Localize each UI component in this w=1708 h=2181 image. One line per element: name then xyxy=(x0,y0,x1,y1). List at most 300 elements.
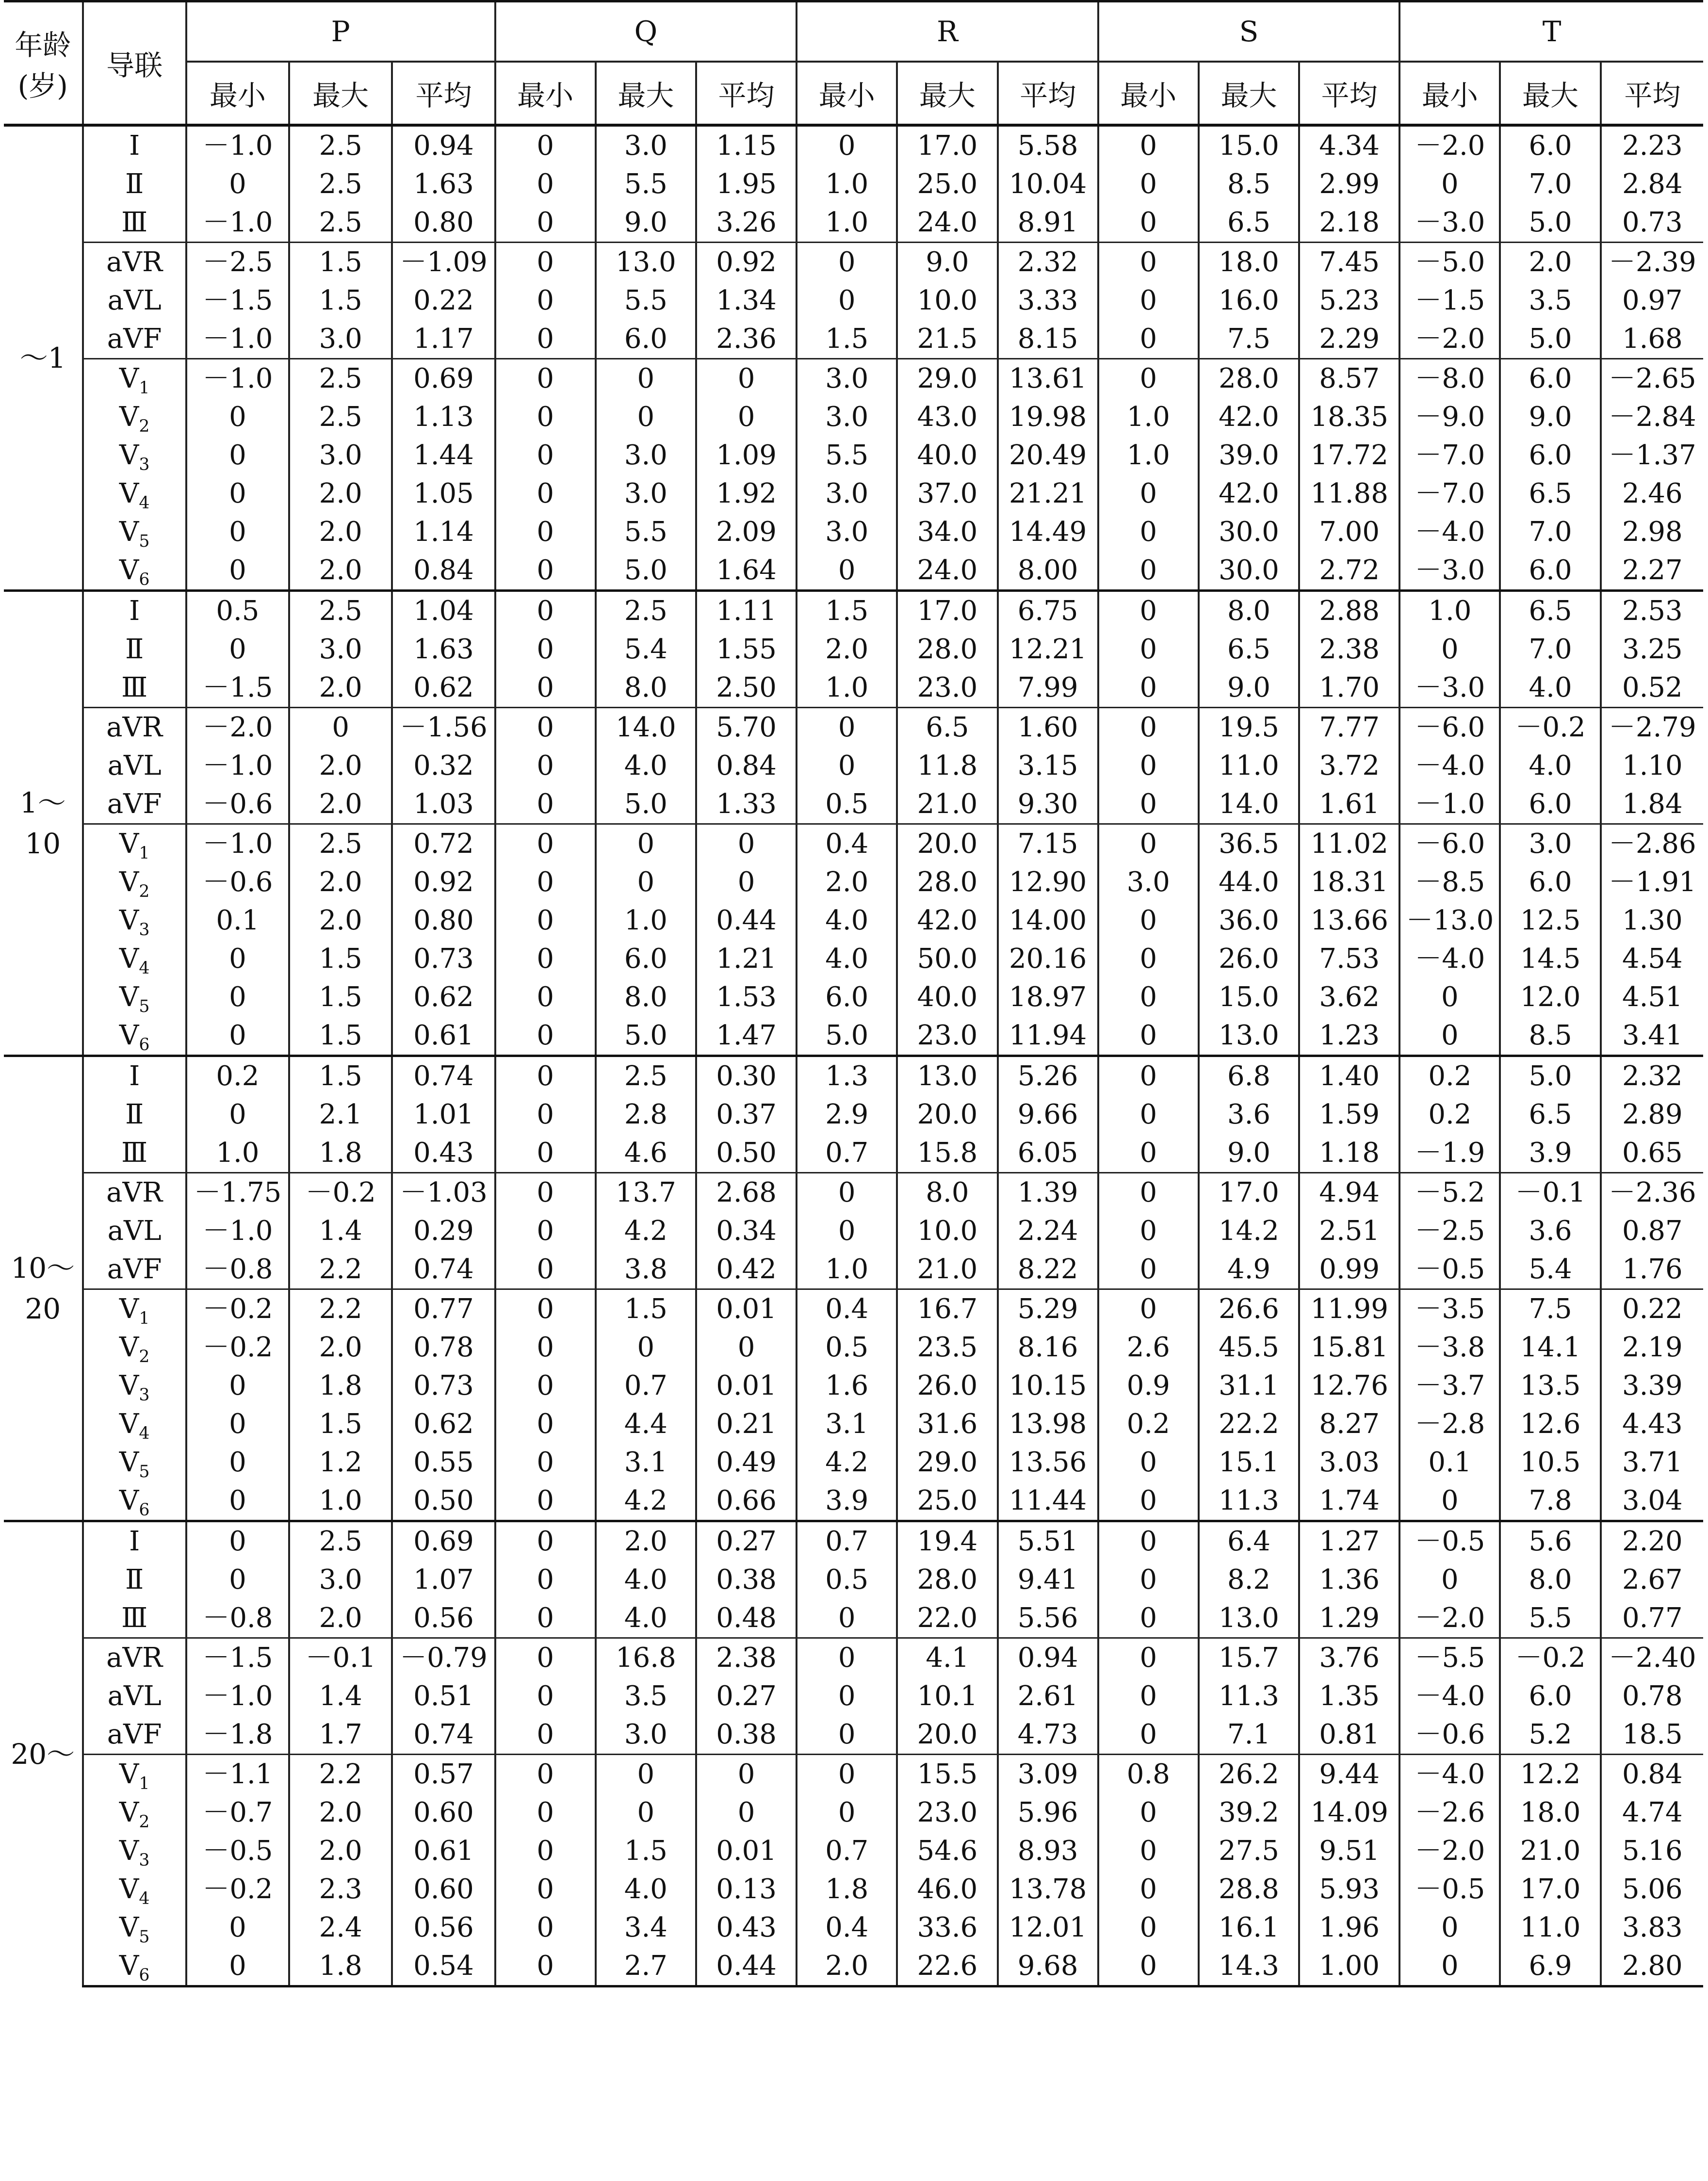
value-t-min: －2.0 xyxy=(1399,320,1500,359)
value-p-max: 2.5 xyxy=(289,203,392,243)
value-q-min: 0 xyxy=(495,1677,596,1715)
value-r-max: 33.6 xyxy=(897,1908,997,1947)
value-s-max: 8.5 xyxy=(1199,165,1299,203)
value-p-min: 0 xyxy=(186,1947,289,1986)
value-t-min: －2.6 xyxy=(1399,1793,1500,1832)
lead-subscript: 2 xyxy=(139,882,150,901)
value-s-max: 39.0 xyxy=(1199,436,1299,474)
value-p-min: －1.0 xyxy=(186,203,289,243)
value-p-mean: 0.69 xyxy=(392,359,495,398)
value-s-min: 0 xyxy=(1098,513,1199,551)
value-p-max: 2.0 xyxy=(289,901,392,940)
value-s-max: 9.0 xyxy=(1199,1134,1299,1173)
table-row xyxy=(4,1715,1703,1755)
value-r-max: 20.0 xyxy=(897,1715,997,1755)
value-t-mean: 2.23 xyxy=(1601,125,1703,165)
lead-name: aVF xyxy=(107,323,162,355)
value-s-mean: 0.81 xyxy=(1299,1715,1399,1755)
value-t-max: 5.5 xyxy=(1500,1599,1600,1638)
value-q-max: 2.0 xyxy=(596,1521,696,1561)
age-header-line2: (岁) xyxy=(17,69,68,102)
value-q-mean: 0.27 xyxy=(696,1521,797,1561)
value-t-max: 12.2 xyxy=(1500,1755,1600,1794)
value-r-mean: 10.15 xyxy=(998,1367,1098,1405)
value-r-mean: 9.68 xyxy=(998,1947,1098,1986)
value-r-max: 10.0 xyxy=(897,1212,997,1250)
value-q-max: 5.0 xyxy=(596,1016,696,1056)
value-s-min: 0 xyxy=(1098,1212,1199,1250)
value-q-max: 13.0 xyxy=(596,243,696,282)
subheader-p-min: 最小 xyxy=(186,62,289,125)
value-p-max: 2.5 xyxy=(289,591,392,631)
value-p-mean: 0.61 xyxy=(392,1016,495,1056)
value-t-min: －3.7 xyxy=(1399,1367,1500,1405)
value-r-min: 0 xyxy=(797,243,897,282)
lead-cell xyxy=(83,747,186,785)
value-r-mean: 13.61 xyxy=(998,359,1098,398)
value-t-mean: 3.41 xyxy=(1622,1020,1683,1051)
age-group-cell xyxy=(4,125,83,591)
value-r-max: 21.5 xyxy=(897,320,997,359)
value-q-mean: 0.66 xyxy=(696,1481,797,1521)
subheader-p-max: 最大 xyxy=(289,62,392,125)
value-r-min: 1.0 xyxy=(797,1250,897,1289)
value-t-mean: 0.97 xyxy=(1622,285,1683,316)
table-row xyxy=(4,1173,1703,1212)
value-p-min: 0 xyxy=(186,474,289,513)
value-p-max: 2.0 xyxy=(289,1328,392,1367)
lead-cell xyxy=(83,1173,186,1212)
value-s-mean: 1.70 xyxy=(1299,668,1399,708)
value-t-min: －0.6 xyxy=(1399,1715,1500,1755)
table-row xyxy=(4,1481,1703,1521)
lead-cell xyxy=(83,1289,186,1329)
value-t-max: 6.0 xyxy=(1500,359,1600,398)
table-row xyxy=(4,243,1703,282)
value-s-min: 2.6 xyxy=(1098,1328,1199,1367)
lead-name: aVL xyxy=(107,285,162,316)
value-s-mean: 12.76 xyxy=(1299,1367,1399,1405)
value-t-mean: 2.27 xyxy=(1622,554,1683,586)
value-p-mean: 0.54 xyxy=(392,1947,495,1986)
value-q-min: 0 xyxy=(495,1481,596,1521)
value-s-min: 0 xyxy=(1098,203,1199,243)
value-r-mean: 9.66 xyxy=(998,1095,1098,1134)
value-q-max: 0 xyxy=(596,1755,696,1794)
value-r-mean: 19.98 xyxy=(998,398,1098,436)
value-p-mean: 0.56 xyxy=(392,1908,495,1947)
value-q-min: 0 xyxy=(495,1212,596,1250)
value-q-max: 13.7 xyxy=(596,1173,696,1212)
value-s-min: 0 xyxy=(1098,630,1199,668)
value-p-min: －1.0 xyxy=(186,747,289,785)
value-s-min: 1.0 xyxy=(1098,398,1199,436)
value-r-min: 0.4 xyxy=(797,1289,897,1329)
lead-name: aVL xyxy=(107,750,162,781)
value-t-max: 6.0 xyxy=(1500,436,1600,474)
value-t-min: －7.0 xyxy=(1399,474,1500,513)
value-q-min: 0 xyxy=(495,940,596,978)
value-p-mean: 1.03 xyxy=(392,785,495,824)
value-p-min: 0 xyxy=(186,1521,289,1561)
subheader-t-min: 最小 xyxy=(1399,62,1500,125)
lead-cell xyxy=(83,1793,186,1832)
value-q-max: 5.4 xyxy=(596,630,696,668)
value-t-max: －0.1 xyxy=(1500,1173,1600,1212)
value-r-min: 3.0 xyxy=(797,474,897,513)
value-q-mean: 0.30 xyxy=(696,1056,797,1096)
lead-cell xyxy=(83,863,186,901)
value-t-min: －3.0 xyxy=(1399,551,1500,591)
value-p-max: 2.2 xyxy=(289,1250,392,1289)
value-s-min: 0 xyxy=(1098,551,1199,591)
value-p-max: 2.5 xyxy=(289,165,392,203)
value-t-mean: 0.84 xyxy=(1601,1755,1703,1794)
value-r-min: 1.5 xyxy=(797,320,897,359)
value-r-mean: 14.00 xyxy=(998,901,1098,940)
wave-header-r: R xyxy=(797,1,1098,62)
value-q-max: 3.4 xyxy=(596,1908,696,1947)
value-p-min: －1.1 xyxy=(186,1755,289,1794)
value-t-max: 3.0 xyxy=(1500,824,1600,863)
value-t-mean: 0.22 xyxy=(1601,1289,1703,1329)
value-t-mean: －2.86 xyxy=(1601,824,1703,863)
value-s-max: 4.9 xyxy=(1199,1250,1299,1289)
value-s-min: 0 xyxy=(1098,1443,1199,1481)
lead-name: Ⅲ xyxy=(121,672,148,703)
value-r-min: 0.5 xyxy=(797,785,897,824)
value-s-mean: 2.18 xyxy=(1299,203,1399,243)
value-r-max: 23.5 xyxy=(897,1328,997,1367)
value-p-mean: 0.74 xyxy=(392,1056,495,1096)
value-t-min: －4.0 xyxy=(1399,940,1500,978)
value-p-mean: 0.92 xyxy=(392,863,495,901)
value-r-max: 50.0 xyxy=(897,940,997,978)
value-q-max: 9.0 xyxy=(596,203,696,243)
value-r-min: 6.0 xyxy=(797,978,897,1016)
lead-cell xyxy=(83,1832,186,1870)
value-q-max: 5.5 xyxy=(596,281,696,320)
value-s-max: 42.0 xyxy=(1199,474,1299,513)
value-s-max: 7.5 xyxy=(1199,320,1299,359)
value-q-min: 0 xyxy=(495,1367,596,1405)
value-r-mean: 5.29 xyxy=(998,1289,1098,1329)
value-s-max: 15.7 xyxy=(1199,1638,1299,1677)
table-row xyxy=(4,1134,1703,1173)
subheader-r-max: 最大 xyxy=(897,62,997,125)
lead-subscript: 5 xyxy=(139,997,150,1016)
value-t-mean: －2.79 xyxy=(1601,708,1703,747)
value-q-mean: 1.95 xyxy=(696,165,797,203)
lead-name: aVR xyxy=(106,246,163,278)
value-p-min: 0 xyxy=(186,1908,289,1947)
value-q-min: 0 xyxy=(495,1947,596,1986)
value-r-mean: 8.00 xyxy=(998,551,1098,591)
value-s-min: 0 xyxy=(1098,1016,1199,1056)
value-p-min: 0 xyxy=(186,1481,289,1521)
value-t-min: －2.5 xyxy=(1399,1212,1500,1250)
value-q-min: 0 xyxy=(495,203,596,243)
table-header xyxy=(4,1,1703,126)
value-s-min: 0.9 xyxy=(1098,1367,1199,1405)
value-r-mean: 20.16 xyxy=(998,940,1098,978)
wave-header-s: S xyxy=(1098,1,1400,62)
value-t-min: －0.5 xyxy=(1399,1250,1500,1289)
value-t-mean: 2.89 xyxy=(1622,1099,1683,1130)
age-group-label-line2: 10 xyxy=(25,827,61,860)
value-t-min: －4.0 xyxy=(1399,513,1500,551)
value-t-min: －4.0 xyxy=(1399,1677,1500,1715)
value-t-min: －3.0 xyxy=(1399,203,1500,243)
lead-cell xyxy=(83,513,186,551)
value-t-mean: 4.43 xyxy=(1622,1408,1683,1440)
value-s-min: 0 xyxy=(1098,359,1199,398)
value-s-max: 11.0 xyxy=(1199,747,1299,785)
value-p-min: 0 xyxy=(186,436,289,474)
value-s-min: 0 xyxy=(1098,281,1199,320)
value-r-mean: 4.73 xyxy=(998,1715,1098,1755)
lead-cell xyxy=(83,1755,186,1794)
value-r-max: 23.0 xyxy=(897,1793,997,1832)
lead-cell xyxy=(83,551,186,591)
value-p-min: －1.0 xyxy=(186,320,289,359)
value-q-max: 5.5 xyxy=(596,513,696,551)
value-p-min: 0 xyxy=(186,940,289,978)
value-q-mean: 0.01 xyxy=(696,1289,797,1329)
value-s-mean: 2.99 xyxy=(1299,165,1399,203)
value-p-max: 2.0 xyxy=(289,1832,392,1870)
value-r-mean: 5.58 xyxy=(998,125,1098,165)
table-row xyxy=(4,1095,1703,1134)
lead-name: V xyxy=(119,943,139,975)
value-q-min: 0 xyxy=(495,1638,596,1677)
table-row xyxy=(4,125,1703,165)
lead-name: V xyxy=(119,1873,139,1905)
value-r-max: 10.0 xyxy=(897,281,997,320)
value-t-max: 6.0 xyxy=(1500,551,1600,591)
value-s-mean: 2.88 xyxy=(1299,591,1399,631)
value-t-max: 21.0 xyxy=(1500,1832,1600,1870)
value-q-mean: 0.42 xyxy=(696,1250,797,1289)
value-q-mean: 0.44 xyxy=(696,1947,797,1986)
lead-name: Ⅱ xyxy=(125,634,144,665)
value-s-mean: 8.57 xyxy=(1299,359,1399,398)
lead-cell xyxy=(83,1328,186,1367)
lead-subscript: 2 xyxy=(139,417,150,436)
value-t-max: 6.9 xyxy=(1500,1947,1600,1986)
value-t-mean: －1.37 xyxy=(1608,439,1696,471)
value-q-min: 0 xyxy=(495,824,596,863)
lead-subscript: 1 xyxy=(139,844,150,863)
value-r-mean: 21.21 xyxy=(998,474,1098,513)
value-q-max: 1.0 xyxy=(596,901,696,940)
value-p-min: 0 xyxy=(186,1095,289,1134)
value-q-min: 0 xyxy=(495,591,596,631)
value-p-mean: 1.17 xyxy=(392,320,495,359)
table-row xyxy=(4,863,1703,901)
value-r-max: 25.0 xyxy=(897,165,997,203)
lead-cell xyxy=(83,1638,186,1677)
value-p-max: 2.4 xyxy=(289,1908,392,1947)
value-q-mean: 0.37 xyxy=(696,1095,797,1134)
value-s-mean: 1.40 xyxy=(1299,1056,1399,1096)
value-p-max: 1.4 xyxy=(289,1677,392,1715)
value-r-max: 26.0 xyxy=(897,1367,997,1405)
value-p-max: 1.8 xyxy=(289,1134,392,1173)
value-q-max: 2.8 xyxy=(596,1095,696,1134)
wave-header-p: P xyxy=(186,1,495,62)
value-r-max: 34.0 xyxy=(897,513,997,551)
value-s-max: 18.0 xyxy=(1199,243,1299,282)
table-row xyxy=(4,1908,1703,1947)
table-row xyxy=(4,1561,1703,1599)
value-q-mean: 2.68 xyxy=(696,1173,797,1212)
table-row xyxy=(4,1832,1703,1870)
lead-subscript: 4 xyxy=(139,493,150,513)
value-s-min: 0 xyxy=(1098,1793,1199,1832)
value-r-max: 42.0 xyxy=(897,901,997,940)
value-p-max: 2.2 xyxy=(289,1289,392,1329)
value-s-mean: 1.61 xyxy=(1299,785,1399,824)
value-q-mean: 0.84 xyxy=(696,747,797,785)
value-p-max: 2.5 xyxy=(289,398,392,436)
value-p-min: －1.75 xyxy=(186,1173,289,1212)
lead-cell xyxy=(83,1599,186,1638)
lead-name: V xyxy=(119,1485,139,1516)
value-s-mean: 11.88 xyxy=(1299,474,1399,513)
value-t-max: 6.0 xyxy=(1500,785,1600,824)
value-p-min: 0 xyxy=(186,165,289,203)
value-p-max: 1.8 xyxy=(289,1367,392,1405)
lead-name: Ⅱ xyxy=(125,1564,144,1595)
subheader-q-max: 最大 xyxy=(596,62,696,125)
value-t-max: 3.5 xyxy=(1500,281,1600,320)
value-r-mean: 14.49 xyxy=(998,513,1098,551)
lead-name: V xyxy=(119,401,139,433)
value-r-mean: 12.21 xyxy=(998,630,1098,668)
subheader-t-mean: 平均 xyxy=(1624,79,1681,112)
value-p-max: 2.0 xyxy=(289,513,392,551)
value-p-max: 2.0 xyxy=(289,1599,392,1638)
value-t-max: －0.2 xyxy=(1500,708,1600,747)
value-s-min: 0 xyxy=(1098,1870,1199,1908)
value-r-min: 2.9 xyxy=(797,1095,897,1134)
value-r-min: 2.0 xyxy=(797,863,897,901)
value-p-max: 1.0 xyxy=(289,1481,392,1521)
value-t-min: －1.0 xyxy=(1399,785,1500,824)
lead-name: aVF xyxy=(107,1253,162,1285)
value-t-max: 7.0 xyxy=(1500,630,1600,668)
lead-subscript: 5 xyxy=(139,1462,150,1481)
value-q-min: 0 xyxy=(495,785,596,824)
value-r-min: 0.4 xyxy=(797,1908,897,1947)
value-p-min: －0.2 xyxy=(186,1870,289,1908)
value-r-min: 0 xyxy=(797,1755,897,1794)
value-r-mean: 10.04 xyxy=(998,165,1098,203)
value-q-max: 8.0 xyxy=(596,668,696,708)
value-p-mean: 1.14 xyxy=(392,513,495,551)
value-r-mean: 12.90 xyxy=(998,863,1098,901)
lead-subscript: 5 xyxy=(139,1927,150,1947)
lead-cell xyxy=(83,1405,186,1443)
value-s-max: 36.5 xyxy=(1199,824,1299,863)
value-r-min: 1.0 xyxy=(797,668,897,708)
value-r-min: 3.1 xyxy=(797,1405,897,1443)
lead-subscript: 5 xyxy=(139,532,150,551)
value-q-mean: 0.01 xyxy=(696,1367,797,1405)
value-p-max: 2.2 xyxy=(289,1755,392,1794)
value-q-min: 0 xyxy=(495,978,596,1016)
value-r-max: 28.0 xyxy=(897,630,997,668)
age-group-cell xyxy=(4,591,83,1056)
value-s-min: 0 xyxy=(1098,1638,1199,1677)
value-p-mean: 1.63 xyxy=(392,630,495,668)
value-t-min: －7.0 xyxy=(1399,436,1500,474)
value-q-mean: 0 xyxy=(696,398,797,436)
value-q-mean: 1.34 xyxy=(696,281,797,320)
lead-cell xyxy=(83,1870,186,1908)
lead-name: aVL xyxy=(107,1680,162,1712)
lead-cell xyxy=(83,320,186,359)
value-t-min: 0 xyxy=(1399,1016,1500,1056)
value-p-mean: 0.84 xyxy=(392,551,495,591)
lead-subscript: 1 xyxy=(139,378,150,398)
value-r-min: 0 xyxy=(797,708,897,747)
table-row xyxy=(4,978,1703,1016)
lead-cell xyxy=(83,1481,186,1521)
value-p-mean: 1.63 xyxy=(392,165,495,203)
value-p-min: 0 xyxy=(186,1016,289,1056)
table-row xyxy=(4,1599,1703,1638)
value-q-max: 5.5 xyxy=(596,165,696,203)
value-s-max: 26.2 xyxy=(1199,1755,1299,1794)
lead-cell xyxy=(83,436,186,474)
value-r-max: 11.8 xyxy=(897,747,997,785)
value-s-max: 6.5 xyxy=(1199,203,1299,243)
value-s-mean: 13.66 xyxy=(1299,901,1399,940)
value-t-min: －3.5 xyxy=(1399,1289,1500,1329)
value-r-min: 0 xyxy=(797,551,897,591)
lead-cell xyxy=(83,1443,186,1481)
lead-column-header: 导联 xyxy=(83,1,186,126)
value-q-min: 0 xyxy=(495,1095,596,1134)
value-q-mean: 1.21 xyxy=(696,940,797,978)
value-t-min: 1.0 xyxy=(1399,591,1500,631)
value-p-min: －1.0 xyxy=(186,824,289,863)
lead-cell xyxy=(83,668,186,708)
age-group-label-line1: ～1 xyxy=(19,341,66,374)
value-t-max: 6.0 xyxy=(1500,125,1600,165)
lead-name: V xyxy=(119,828,139,860)
sub-header-row xyxy=(4,62,1703,125)
value-s-mean: 3.03 xyxy=(1299,1443,1399,1481)
value-t-min: －1.9 xyxy=(1399,1134,1500,1173)
value-t-mean: 2.84 xyxy=(1622,168,1683,200)
value-r-mean: 11.94 xyxy=(998,1016,1098,1056)
subheader-s-min: 最小 xyxy=(1098,62,1199,125)
value-t-max: 12.6 xyxy=(1500,1405,1600,1443)
value-t-mean: －2.84 xyxy=(1608,401,1696,433)
value-r-mean: 8.16 xyxy=(998,1328,1098,1367)
value-s-max: 26.0 xyxy=(1199,940,1299,978)
value-r-mean: 9.30 xyxy=(998,785,1098,824)
value-s-mean: 1.29 xyxy=(1299,1599,1399,1638)
lead-cell xyxy=(83,1250,186,1289)
value-p-max: 2.0 xyxy=(289,474,392,513)
value-p-mean: 1.44 xyxy=(392,436,495,474)
subheader-p-mean: 平均 xyxy=(392,62,495,125)
value-p-min: 0 xyxy=(186,630,289,668)
